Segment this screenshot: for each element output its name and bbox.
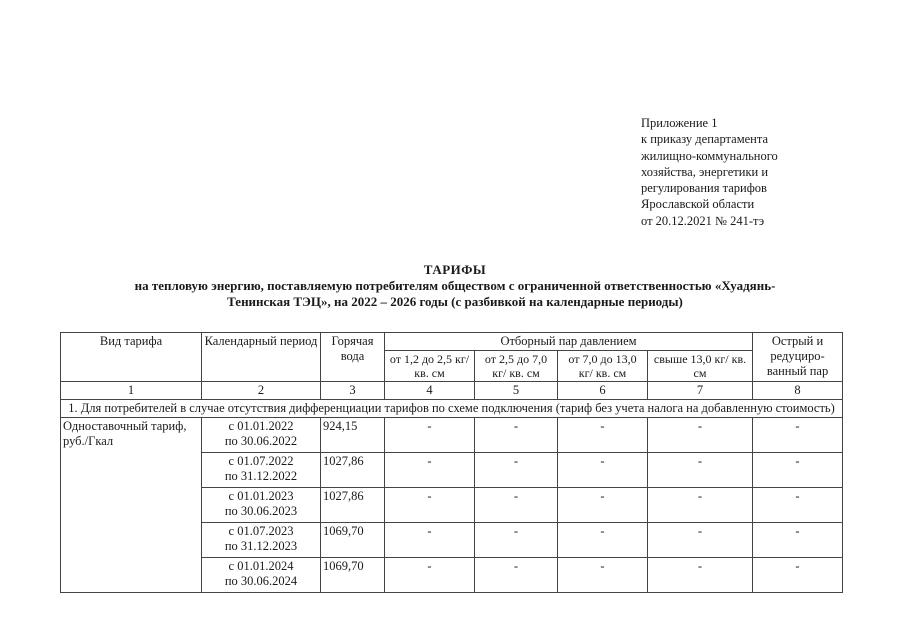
header-period: Календарный период bbox=[202, 333, 321, 382]
steam-3-value: - bbox=[558, 418, 648, 453]
document-title bbox=[60, 262, 850, 310]
appendix-line: регулирования тарифов bbox=[641, 181, 767, 196]
steam-1-value: - bbox=[385, 523, 475, 558]
header-steam: Отборный пар давлением bbox=[385, 333, 753, 351]
section-heading: 1. Для потребителей в случае отсутствия дифференциации тарифов по схеме подключения (тариф без учета налога на добавленную стоимость) bbox=[61, 400, 843, 418]
period-cell bbox=[202, 523, 321, 558]
steam-2-value: - bbox=[475, 523, 558, 558]
steam-1-value: - bbox=[385, 488, 475, 523]
period-to: по 31.12.2022 bbox=[224, 469, 298, 483]
tariffs-table bbox=[60, 332, 843, 593]
column-number: 7 bbox=[648, 382, 753, 400]
header-steam-1: от 1,2 до 2,5 кг/ кв. см bbox=[385, 351, 475, 382]
steam-1-value: - bbox=[385, 453, 475, 488]
steam-3-value: - bbox=[558, 558, 648, 593]
period-from: с 01.01.2024 bbox=[228, 559, 294, 573]
period-to: по 30.06.2022 bbox=[224, 434, 298, 448]
steam-4-value: - bbox=[648, 453, 753, 488]
appendix-note bbox=[641, 115, 891, 229]
header-steam-4: свыше 13,0 кг/ кв. см bbox=[648, 351, 753, 382]
column-number: 2 bbox=[202, 382, 321, 400]
period-from: с 01.07.2022 bbox=[228, 454, 294, 468]
header-steam-3: от 7,0 до 13,0 кг/ кв. см bbox=[558, 351, 648, 382]
period-from: с 01.01.2022 bbox=[228, 419, 294, 433]
period-cell bbox=[202, 558, 321, 593]
title-main: ТАРИФЫ bbox=[423, 262, 487, 277]
period-cell bbox=[202, 488, 321, 523]
hot-water-value: 924,15 bbox=[321, 418, 385, 453]
column-number: 3 bbox=[321, 382, 385, 400]
header-hot-water: Горячая вода bbox=[321, 333, 385, 382]
column-number: 4 bbox=[385, 382, 475, 400]
column-number: 6 bbox=[558, 382, 648, 400]
column-number: 8 bbox=[753, 382, 843, 400]
period-from: с 01.07.2023 bbox=[228, 524, 294, 538]
hot-water-value: 1027,86 bbox=[321, 453, 385, 488]
period-from: с 01.01.2023 bbox=[228, 489, 294, 503]
steam-4-value: - bbox=[648, 488, 753, 523]
period-to: по 30.06.2024 bbox=[224, 574, 298, 588]
steam-2-value: - bbox=[475, 488, 558, 523]
sharp-steam-value: - bbox=[753, 488, 843, 523]
title-line-1: на тепловую энергию, поставляемую потребителям обществом с ограниченной ответственностью «Хуадянь- bbox=[134, 278, 776, 293]
steam-1-value: - bbox=[385, 558, 475, 593]
steam-3-value: - bbox=[558, 523, 648, 558]
steam-3-value: - bbox=[558, 488, 648, 523]
header-tariff-type: Вид тарифа bbox=[61, 333, 202, 382]
appendix-line: жилищно-коммунального bbox=[641, 148, 778, 163]
hot-water-value: 1069,70 bbox=[321, 558, 385, 593]
tariff-label: Одноставочный тариф, руб./Гкал bbox=[61, 418, 202, 593]
steam-4-value: - bbox=[648, 523, 753, 558]
sharp-steam-value: - bbox=[753, 453, 843, 488]
hot-water-value: 1069,70 bbox=[321, 523, 385, 558]
hot-water-value: 1027,86 bbox=[321, 488, 385, 523]
column-number: 5 bbox=[475, 382, 558, 400]
steam-4-value: - bbox=[648, 558, 753, 593]
period-cell bbox=[202, 453, 321, 488]
period-cell bbox=[202, 418, 321, 453]
steam-2-value: - bbox=[475, 558, 558, 593]
title-line-2: Тенинская ТЭЦ», на 2022 – 2026 годы (с разбивкой на календарные периоды) bbox=[227, 294, 683, 309]
steam-3-value: - bbox=[558, 453, 648, 488]
period-to: по 31.12.2023 bbox=[224, 539, 298, 553]
header-steam-2: от 2,5 до 7,0 кг/ кв. см bbox=[475, 351, 558, 382]
appendix-line: к приказу департамента bbox=[641, 132, 769, 147]
header-sharp-steam: Острый и редуциро-ванный пар bbox=[753, 333, 843, 382]
sharp-steam-value: - bbox=[753, 523, 843, 558]
steam-1-value: - bbox=[385, 418, 475, 453]
steam-4-value: - bbox=[648, 418, 753, 453]
appendix-line: Приложение 1 bbox=[641, 116, 718, 130]
sharp-steam-value: - bbox=[753, 558, 843, 593]
appendix-line: от 20.12.2021 № 241-тэ bbox=[641, 213, 765, 228]
appendix-line: Ярославской области bbox=[641, 197, 755, 212]
sharp-steam-value: - bbox=[753, 418, 843, 453]
table-row bbox=[61, 418, 843, 453]
period-to: по 30.06.2023 bbox=[224, 504, 298, 518]
column-number: 1 bbox=[61, 382, 202, 400]
appendix-line: хозяйства, энергетики и bbox=[641, 164, 769, 179]
steam-2-value: - bbox=[475, 418, 558, 453]
steam-2-value: - bbox=[475, 453, 558, 488]
